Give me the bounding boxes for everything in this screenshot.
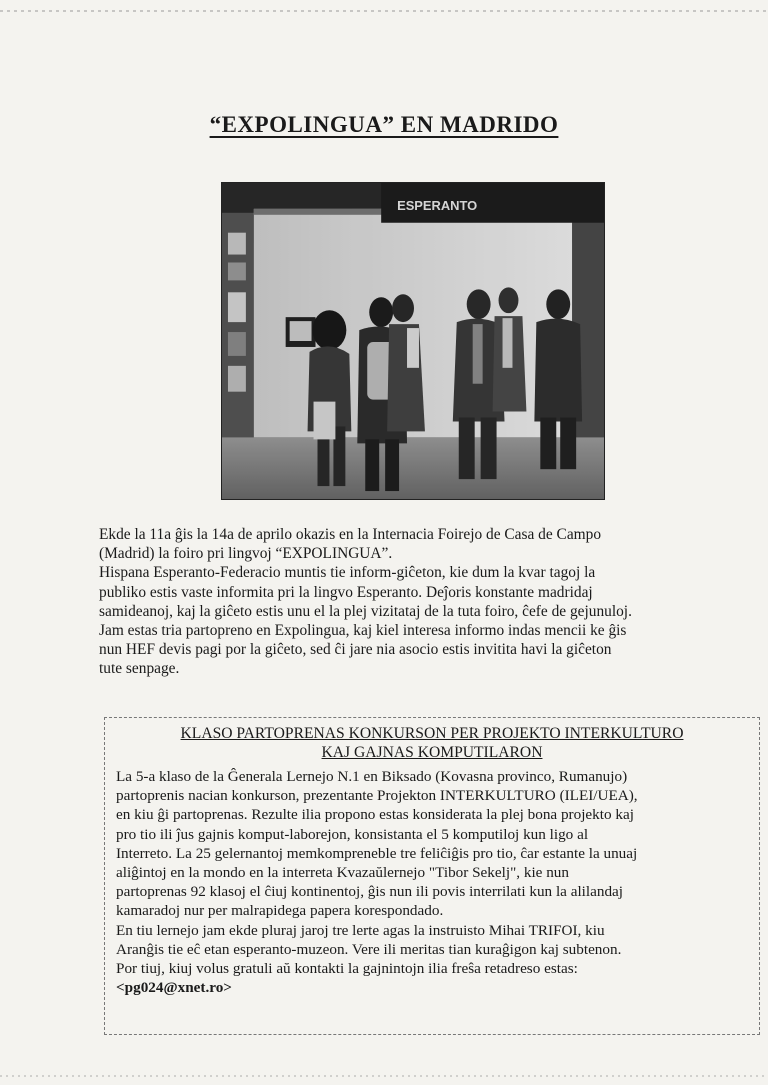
- box-body-line: pro tio ili ĵus gajnis komput-laborejon, konsistanta el 5 komputiloj kun ligo al: [116, 825, 589, 843]
- scan-edge-line: [0, 1075, 768, 1077]
- paragraph-line: Jam estas tria partopreno en Expolingua, kaj kiel interesa informo indas mencii ke ĝis: [99, 622, 627, 640]
- scan-edge-line: [0, 10, 768, 12]
- box-body-line: La 5-a klaso de la Ĝenerala Lernejo N.1 en Biksado (Kovasna provinco, Rumanujo): [116, 768, 628, 785]
- box-body-line: Por tiuj, kiuj volus gratuli aŭ kontakti la gajnintojn ilia freŝa retadreso estas:: [116, 960, 578, 978]
- expolingua-booth-photo: [221, 182, 605, 500]
- paragraph-line: Hispana Esperanto-Federacio muntis tie inform-giĉeton, kie dum la kvar tagoj la: [99, 564, 596, 582]
- box-body-line: partoprenis nacian konkurson, prezentante Projekton INTERKULTURO (ILEI/UEA),: [116, 787, 638, 805]
- box-body-line: aliĝintoj en la mondo en la interreta Kvazaŭlernejo "Tibor Sekelj", kie nun: [116, 864, 569, 882]
- paragraph-line: nun HEF devis pagi por la giĉeto, sed ĉi jare nia asocio estis invitita havi la giĉeton: [99, 641, 612, 659]
- news-box-body: [116, 767, 750, 997]
- box-title-line: KAJ GAJNAS KOMPUTILARON: [321, 744, 543, 761]
- box-body-line: En tiu lernejo jam ekde pluraj jaroj tre lerte agas la instruisto Mihai TRIFOI, kiu: [116, 921, 605, 939]
- box-body-line: en kiu ĝi partoprenas. Rezulte ilia propono estas konsiderata la plej bona projekto kaj: [116, 806, 634, 824]
- article-paragraph: [99, 525, 764, 679]
- paragraph-line: Ekde la 11a ĝis la 14a de aprilo okazis en la Internacia Foirejo de Casa de Campo: [99, 526, 602, 543]
- booth-sign-text: ESPERANTO: [397, 197, 478, 213]
- contact-email: <pg024@xnet.ro>: [116, 979, 232, 997]
- paragraph-line: publiko estis vaste informita pri la lingvo Esperanto. Deĵoris konstante madridaj: [99, 583, 593, 601]
- box-body-line: kamaradoj nur per malrapidega papera korespondado.: [116, 902, 444, 920]
- paragraph-line: tute senpage.: [99, 660, 180, 678]
- paragraph-line: samideanoj, kaj la giĉeto estis unu el la plej vizitataj de la tuta foiro, ĉefe de gejunuloj.: [99, 602, 632, 620]
- article-title: “EXPOLINGUA” EN MADRIDO: [209, 112, 559, 137]
- box-body-line: Aranĝis tie eĉ etan esperanto-muzeon. Vere ili meritas tian kuraĝigon kaj subtenon.: [116, 940, 622, 958]
- box-body-line: Interreto. La 25 gelernantoj memkompreneble tre feliĉiĝis pro tio, ĉar estante la unuaj: [116, 844, 638, 862]
- box-title-line: KLASO PARTOPRENAS KONKURSON PER PROJEKTO INTERKULTURO: [180, 725, 684, 742]
- box-body-line: partoprenas 92 klasoj el ĉiuj kontinentoj, ĝis nun ili povis interrilati kun la alilandaj: [116, 883, 623, 901]
- paragraph-line: (Madrid) la foiro pri lingvoj “EXPOLINGUA”.: [99, 545, 393, 563]
- news-box-title: [104, 724, 760, 762]
